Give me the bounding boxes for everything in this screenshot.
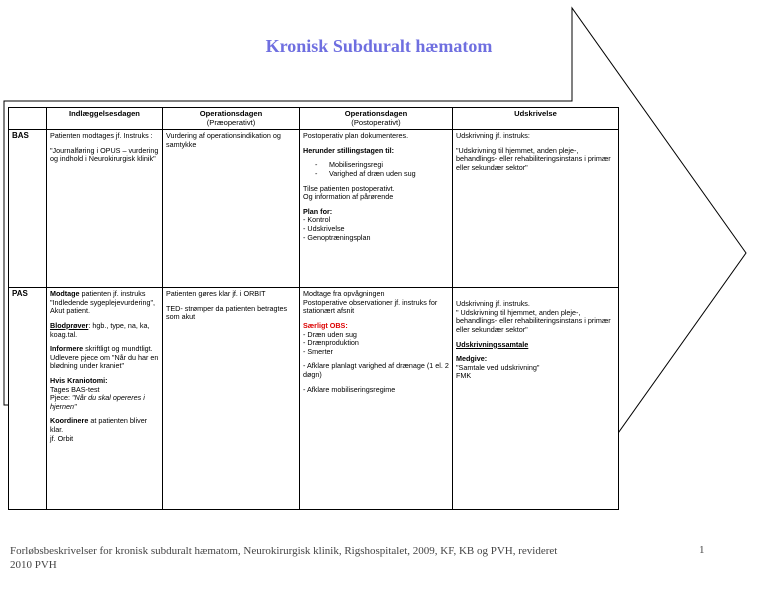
corner-cell bbox=[9, 108, 47, 130]
bas-discharge: Udskrivning jf. instruks: "Udskrivning til hjemmet, anden pleje-, behandlings- eller rehabiliteringsinstans i primær eller sekundær sektor" bbox=[453, 130, 619, 288]
bas-row bbox=[9, 130, 619, 288]
pas-row bbox=[9, 288, 619, 510]
pas-op-post: Modtage fra opvågningen Postoperative observationer jf. instruks for stationært afsnit Særligt OBS: - Dræn uden sug - Drænproduktion - Smerter - Afklare planlagt varighed af drænage (1 el. 2 døgn) - Afklare mobiliseringsregime bbox=[300, 288, 453, 510]
care-plan-table bbox=[8, 107, 619, 510]
page-number: 1 bbox=[699, 544, 705, 556]
bas-admission: Patienten modtages jf. Instruks : "Journalføring i OPUS – vurdering og indhold i Neurokirurgisk klinik" bbox=[47, 130, 163, 288]
header-op-pre: Operationsdagen (Præoperativt) bbox=[163, 108, 300, 130]
header-row bbox=[9, 108, 619, 130]
bas-op-pre: Vurdering af operationsindikation og samtykke bbox=[163, 130, 300, 288]
header-discharge: Udskrivelse bbox=[453, 108, 619, 130]
bas-label: BAS bbox=[9, 130, 47, 288]
header-op-post: Operationsdagen (Postoperativt) bbox=[300, 108, 453, 130]
pas-admission: Modtage patienten jf. instruks "Indledende sygeplejevurdering", Akut patient. Blodprøver: hgb., type, na, ka, koag.tal. Informere skriftligt og mundtligt. Udlevere pjece om "Når du har en blødning under kraniet" Hvis Kraniotomi: Tages BAS-test Pjece: "Når du skal opereres i hjernen" Koordinere at patienten bliver klar. jf. Orbit bbox=[47, 288, 163, 510]
pas-discharge: Udskrivning jf. instruks. " Udskrivning til hjemmet, anden pleje-, behandlings- eller rehabiliteringsinstans i primær eller sekundær sektor" Udskrivningssamtale Medgive: "Samtale ved udskrivning" FMK bbox=[453, 288, 619, 510]
bas-op-post: Postoperativ plan dokumenteres. Herunder stillingstagen til: - Mobiliseringsregi - Varighed af dræn uden sug Tilse patienten postoperativt. Og information af pårørende Plan for: - Kontrol - Udskrivelse - Genoptræningsplan bbox=[300, 130, 453, 288]
pas-op-pre: Patienten gøres klar jf. i ORBIT TED- strømper da patienten betragtes som akut bbox=[163, 288, 300, 510]
footer-text: Forløbsbeskrivelser for kronisk subduralt hæmatom, Neurokirurgisk klinik, Rigshospitalet, 2009, KF, KB og PVH, revideret 2010 PVH bbox=[10, 545, 558, 571]
pas-label: PAS bbox=[9, 288, 47, 510]
page-title: Kronisk Subduralt hæmatom bbox=[265, 36, 493, 56]
header-admission: Indlæggelsesdagen bbox=[47, 108, 163, 130]
